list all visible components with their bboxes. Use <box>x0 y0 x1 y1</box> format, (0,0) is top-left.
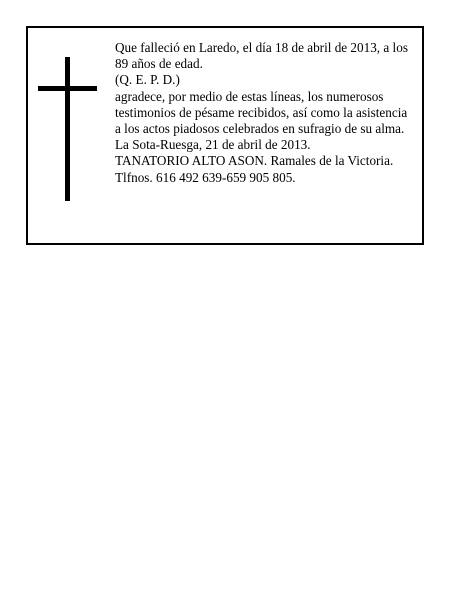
notice-text <box>115 40 420 186</box>
notice-line-thanks: agradece, por medio de estas líneas, los numerosos <box>115 88 384 104</box>
notice-line-condolences: testimonios de pésame recibidos, así como la asistencia <box>115 104 408 120</box>
obituary-notice <box>26 26 424 245</box>
notice-line-acts: a los actos piadosos celebrados en sufragio de su alma. <box>115 121 405 137</box>
notice-line-age: 89 años de edad. <box>115 56 203 72</box>
cross-vertical-bar <box>65 57 70 201</box>
notice-line-death: Que falleció en Laredo, el día 18 de abril de 2013, a los <box>115 40 408 55</box>
notice-line-place-date: La Sota-Ruesga, 21 de abril de 2013. <box>115 137 311 153</box>
notice-line-rip: (Q. E. P. D.) <box>115 72 180 88</box>
notice-line-phones: Tlfnos. 616 492 639-659 905 805. <box>115 169 296 185</box>
cross-horizontal-bar <box>38 86 97 91</box>
notice-line-funeral-home: TANATORIO ALTO ASON. Ramales de la Victoria. <box>115 153 394 169</box>
